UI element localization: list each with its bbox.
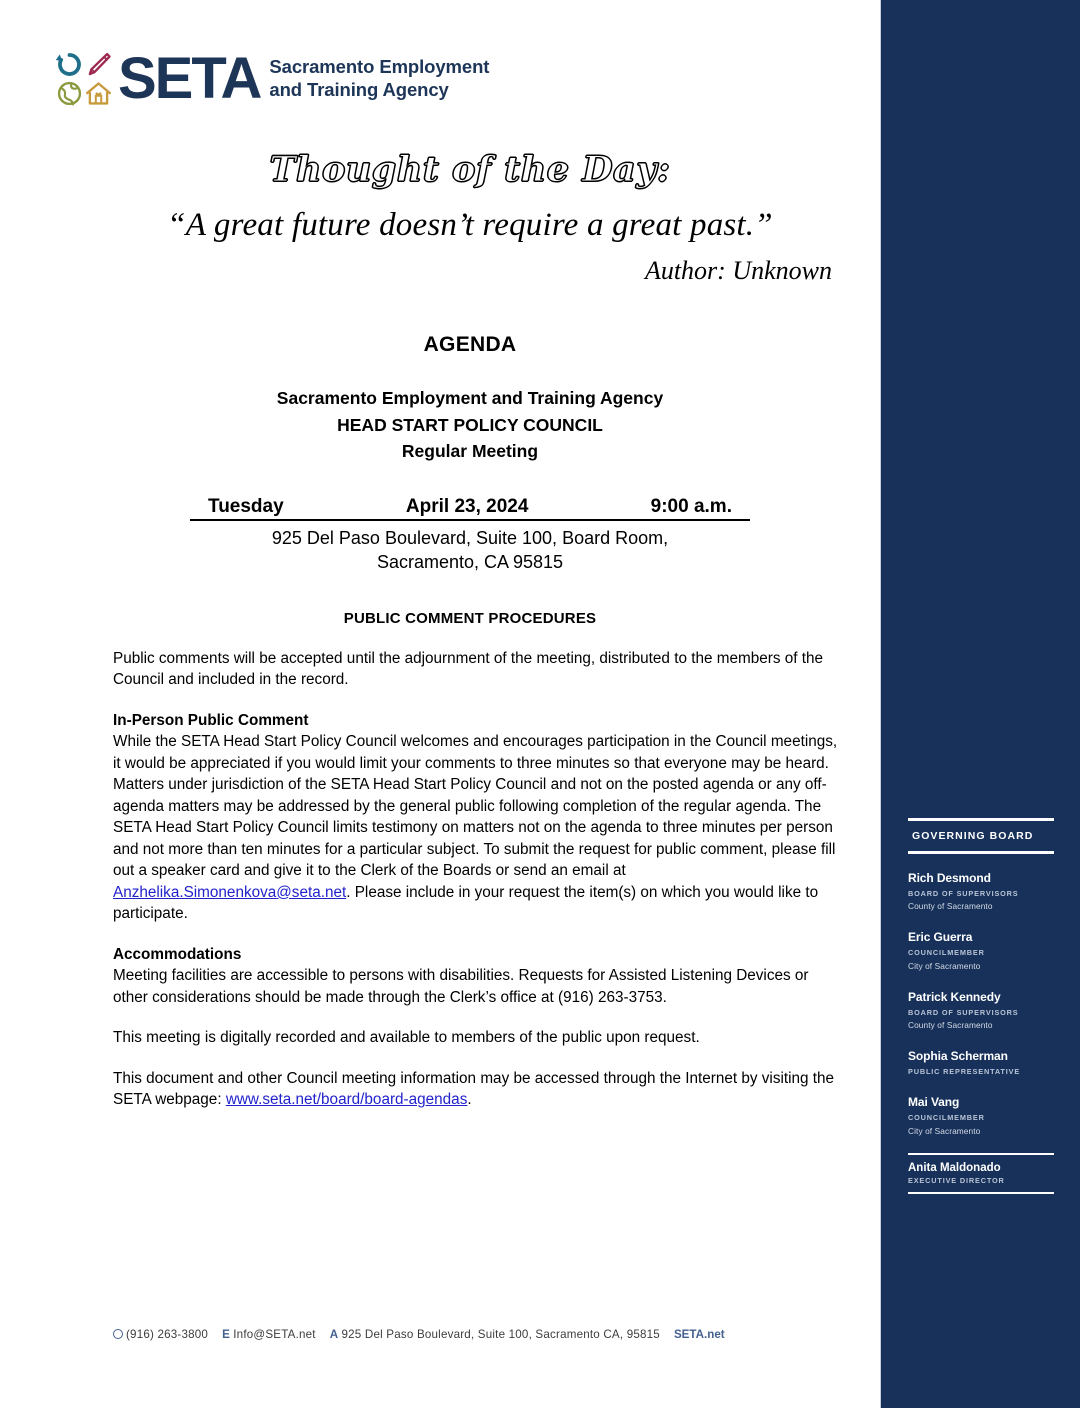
- seta-logo: [55, 46, 490, 112]
- in-person-text-part2: . Please include in your request the item(s) on which you would like to participate.: [113, 883, 819, 923]
- spacer: [113, 691, 839, 710]
- webpage-text-part1: This document and other Council meeting information may be accessed through the Internet by visiting the SETA webpage:: [113, 1069, 835, 1109]
- agenda-org-block: [90, 385, 850, 465]
- spacer: [113, 925, 839, 944]
- board-member: [908, 1095, 1054, 1137]
- meeting-datetime-line: [190, 496, 750, 521]
- footer-address-group: [330, 1328, 660, 1341]
- meeting-address: [90, 526, 850, 575]
- executive-director-title: EXECUTIVE DIRECTOR: [908, 1176, 1005, 1186]
- agenda-header: [90, 333, 850, 574]
- thought-of-the-day: [90, 148, 850, 286]
- board-member: [908, 930, 1054, 972]
- board-member-name: Patrick Kennedy: [908, 989, 1001, 1004]
- footer-address-label: A: [329, 1328, 339, 1341]
- seta-tagline-line1: Sacramento Employment: [269, 56, 490, 78]
- footer-email-group: [222, 1328, 316, 1341]
- governing-board-sidebar: [881, 0, 1080, 1408]
- thought-quote: “A great future doesn’t require a great past.”: [167, 206, 773, 243]
- executive-director-block: [908, 1153, 1054, 1194]
- agenda-org-line3: Regular Meeting: [401, 441, 539, 462]
- governing-board-heading: GOVERNING BOARD: [912, 830, 1034, 842]
- agenda-org-line1: Sacramento Employment and Training Agency: [276, 388, 664, 408]
- board-member: [908, 990, 1054, 1032]
- in-person-heading: In-Person Public Comment: [113, 711, 309, 729]
- seta-wordmark: SETA: [118, 46, 261, 112]
- public-comment-procedures-heading: PUBLIC COMMENT PROCEDURES: [343, 610, 597, 627]
- logo-icon-grid: [55, 50, 113, 108]
- footer-address: 925 Del Paso Boulevard, Suite 100, Sacramento CA, 95815: [341, 1328, 660, 1341]
- board-member-org: County of Sacramento: [908, 901, 993, 912]
- divider-under-heading: [908, 851, 1054, 854]
- footer-phone-group: [113, 1328, 208, 1341]
- board-member-title: PUBLIC REPRESENTATIVE: [908, 1066, 1021, 1076]
- footer-website[interactable]: SETA.net: [673, 1328, 725, 1341]
- home-heart-icon: [84, 79, 113, 108]
- board-agendas-link[interactable]: www.seta.net/board/board-agendas: [225, 1091, 468, 1109]
- divider-below-executive: [908, 1192, 1054, 1194]
- meeting-date: April 23, 2024: [405, 495, 529, 517]
- board-member-org: County of Sacramento: [908, 1019, 993, 1030]
- thought-heading: Thought of the Day:: [269, 149, 671, 190]
- board-member-name: Eric Guerra: [908, 930, 973, 945]
- procedures-body: [113, 648, 839, 1111]
- board-member: [908, 871, 1054, 913]
- board-member-title: COUNCILMEMBER: [908, 1113, 985, 1123]
- board-member-org: City of Sacramento: [908, 1125, 981, 1136]
- meeting-address-line1: 925 Del Paso Boulevard, Suite 100, Board Room,: [271, 527, 669, 548]
- spacer: [113, 1049, 839, 1068]
- procedures-intro: Public comments will be accepted until the adjournment of the meeting, distributed to the members of the Council and included in the record.: [113, 650, 823, 689]
- meeting-day: Tuesday: [208, 495, 284, 517]
- seta-tagline: [269, 56, 489, 101]
- accommodations-heading: Accommodations: [113, 945, 242, 963]
- seta-tagline-line2: and Training Agency: [269, 79, 449, 100]
- spacer: [113, 1008, 839, 1027]
- footer-email[interactable]: Info@SETA.net: [233, 1328, 316, 1341]
- board-member-title: BOARD OF SUPERVISORS: [908, 889, 1019, 898]
- refresh-circle-icon: [55, 50, 84, 79]
- webpage-text-part2: .: [467, 1091, 472, 1109]
- board-member-name: Mai Vang: [908, 1095, 960, 1110]
- footer-contact-bar: [113, 1328, 853, 1341]
- recording-notice: This meeting is digitally recorded and available to members of the public upon request.: [113, 1029, 700, 1047]
- in-person-text-part1: While the SETA Head Start Policy Council welcomes and encourages participation in the Council meetings, it would be appreciated if you would limit your comments to three minutes so that everyone may be heard. Matters under jurisdiction of the SETA Head Start Policy Council and not on the posted agenda or any off-agenda matters may be addressed by the general public following completion of the regular agenda. The SETA Head Start Policy Council limits testimony on matters not on the agenda to three minutes per person and not more than ten minutes for a particular subject. To submit the request for public comment, please fill out a speaker card and give it to the Clerk of the Boards or send an email at: [113, 733, 838, 880]
- meeting-address-line2: Sacramento, CA 95815: [376, 552, 564, 573]
- in-person-paragraph: [113, 731, 839, 924]
- meeting-time: 9:00 a.m.: [650, 495, 732, 517]
- board-member-title: COUNCILMEMBER: [908, 948, 985, 958]
- clerk-email-link[interactable]: Anzhelika.Simonenkova@seta.net: [113, 883, 347, 901]
- board-member-title: BOARD OF SUPERVISORS: [908, 1007, 1019, 1017]
- webpage-paragraph: [113, 1068, 839, 1111]
- board-member: [908, 1049, 1054, 1078]
- footer-email-label: E: [222, 1328, 230, 1341]
- executive-director-name: Anita Maldonado: [908, 1162, 1001, 1175]
- pencil-icon: [84, 50, 113, 79]
- phone-circle-icon: [113, 1329, 123, 1339]
- governing-board-panel: [908, 818, 1054, 1201]
- accommodations-paragraph: Meeting facilities are accessible to persons with disabilities. Requests for Assisted Listening Devices or other considerations should be made through the Clerk’s office at (916) 263-3753.: [113, 967, 809, 1006]
- page-title: AGENDA: [423, 333, 517, 356]
- globe-icon: [55, 79, 84, 108]
- footer-phone: (916) 263-3800: [126, 1328, 209, 1341]
- divider-above-executive: [908, 1153, 1054, 1155]
- board-member-name: Rich Desmond: [908, 871, 991, 885]
- board-member-org: City of Sacramento: [908, 960, 981, 971]
- thought-author: Author: Unknown: [644, 256, 832, 286]
- agenda-org-line2: HEAD START POLICY COUNCIL: [337, 414, 603, 435]
- board-member-name: Sophia Scherman: [908, 1048, 1008, 1063]
